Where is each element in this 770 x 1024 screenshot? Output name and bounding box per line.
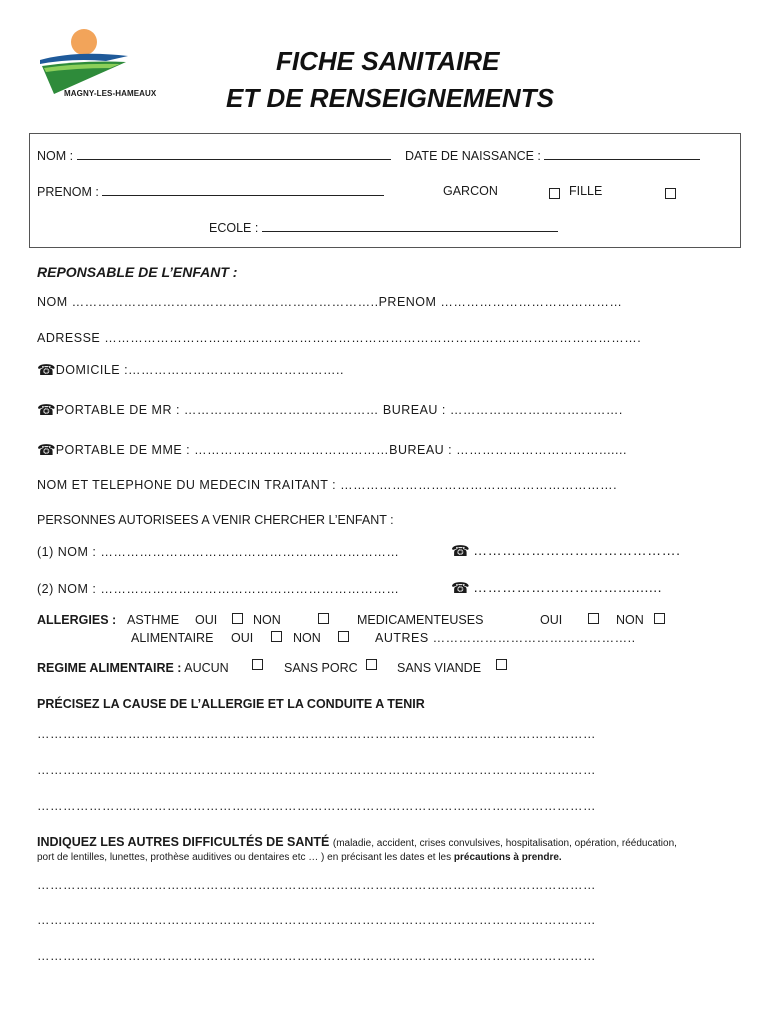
difficultes-title: INDIQUEZ LES AUTRES DIFFICULTÉS DE SANTÉ: [37, 835, 330, 849]
phone-icon: ☎: [37, 442, 56, 459]
nom-row: [37, 148, 391, 163]
fille-checkbox[interactable]: [665, 188, 676, 199]
difficultes-line2: port de lentilles, lunettes, prothèse auditives ou dentaires etc … ) en précisant les dates et les: [37, 852, 452, 863]
dob-label: DATE DE NAISSANCE :: [405, 149, 541, 163]
garcon-label: GARCON: [443, 184, 498, 198]
medicamenteuses-oui-label: OUI: [540, 613, 563, 627]
domicile-row: [37, 361, 344, 379]
ecole-row: [209, 220, 558, 235]
sans-viande-label: SANS VIANDE: [397, 661, 482, 675]
person1-phone-row: [451, 542, 681, 560]
logo-text: MAGNY-LES-HAMEAUX: [64, 89, 157, 98]
nom-label: NOM :: [37, 149, 74, 163]
portable-mr-line[interactable]: PORTABLE DE MR : ……………………………………… BUREAU : ………………………………….: [55, 403, 623, 417]
person2-nom-line[interactable]: (2) NOM : ……………………………………………………………: [37, 582, 400, 596]
alimentaire-oui-checkbox[interactable]: [271, 631, 282, 642]
phone-icon: ☎: [451, 543, 470, 560]
precautions-label: précautions à prendre.: [453, 852, 562, 863]
personnes-autorisees-label: PERSONNES AUTORISEES A VENIR CHERCHER L’ENFANT :: [37, 513, 394, 527]
alimentaire-label: ALIMENTAIRE: [131, 631, 214, 645]
allergies-label: ALLERGIES :: [37, 613, 117, 627]
aucun-checkbox[interactable]: [252, 659, 263, 670]
domicile-line[interactable]: DOMICILE :…………………………………………..: [55, 363, 345, 377]
precisez-line-3[interactable]: …………………………………………………………………………………………………………………: [37, 799, 596, 813]
precisez-line-1[interactable]: …………………………………………………………………………………………………………………: [37, 727, 596, 741]
medicamenteuses-label: MEDICAMENTEUSES: [357, 613, 484, 627]
dob-field[interactable]: [544, 148, 700, 160]
asthme-non-checkbox[interactable]: [318, 613, 329, 624]
ecole-label: ECOLE :: [209, 221, 259, 235]
responsable-title: REPONSABLE DE L’ENFANT :: [37, 264, 238, 280]
ecole-field[interactable]: [262, 220, 558, 232]
regime-row: [37, 661, 229, 675]
aucun-label: AUCUN: [184, 661, 229, 675]
person1-nom-line[interactable]: (1) NOM : ……………………………………………………………: [37, 545, 400, 559]
difficultes-line-3[interactable]: …………………………………………………………………………………………………………………: [37, 949, 596, 963]
medicamenteuses-non-label: NON: [616, 613, 644, 627]
difficultes-line-1[interactable]: …………………………………………………………………………………………………………………: [37, 878, 596, 892]
portable-mme-row: [37, 441, 627, 459]
portable-mme-line[interactable]: PORTABLE DE MME : ………………………………………BUREAU : …………………………….......: [55, 443, 627, 457]
alimentaire-non-label: NON: [293, 631, 321, 645]
prenom-field[interactable]: [102, 184, 384, 196]
sans-porc-label: SANS PORC: [284, 661, 358, 675]
medecin-line[interactable]: NOM ET TELEPHONE DU MEDECIN TRAITANT : ……………………………………………………….: [37, 478, 618, 492]
person1-phone-line[interactable]: …………………………………….: [473, 542, 681, 558]
asthme-oui-label: OUI: [195, 613, 218, 627]
prenom-row: [37, 184, 384, 199]
regime-label: REGIME ALIMENTAIRE :: [37, 661, 182, 675]
document-title-line2: ET DE RENSEIGNEMENTS: [226, 83, 554, 113]
difficultes-line-2[interactable]: …………………………………………………………………………………………………………………: [37, 913, 596, 927]
phone-icon: ☎: [37, 362, 56, 379]
phone-icon: ☎: [37, 402, 56, 419]
medicamenteuses-oui-checkbox[interactable]: [588, 613, 599, 624]
difficultes-details: (maladie, accident, crises convulsives, hospitalisation, opération, rééducation,: [332, 838, 677, 849]
precisez-title: PRÉCISEZ LA CAUSE DE L’ALLERGIE ET LA CONDUITE A TENIR: [37, 697, 425, 711]
sans-porc-checkbox[interactable]: [366, 659, 377, 670]
autres-line[interactable]: AUTRES ………………………………………..: [375, 631, 636, 645]
adresse-line[interactable]: ADRESSE …………………………………………………………………………………………………………….: [37, 331, 642, 345]
alimentaire-non-checkbox[interactable]: [338, 631, 349, 642]
alimentaire-oui-label: OUI: [231, 631, 254, 645]
logo-sun-icon: [71, 29, 97, 55]
document-title-line1: FICHE SANITAIRE: [276, 46, 500, 76]
medicamenteuses-non-checkbox[interactable]: [654, 613, 665, 624]
person2-phone-row: [451, 579, 662, 597]
responsable-nom-line[interactable]: NOM ……………………………………………………………..PRENOM ……………………………………: [37, 295, 623, 309]
dob-row: [405, 148, 700, 163]
difficultes-line2-row: [37, 852, 562, 863]
portable-mr-row: [37, 401, 623, 419]
precisez-line-2[interactable]: …………………………………………………………………………………………………………………: [37, 763, 596, 777]
fille-label: FILLE: [569, 184, 603, 198]
prenom-label: PRENOM :: [37, 185, 99, 199]
asthme-non-label: NON: [253, 613, 281, 627]
nom-field[interactable]: [77, 148, 391, 160]
difficultes-row: [37, 835, 677, 849]
garcon-checkbox[interactable]: [549, 188, 560, 199]
asthme-oui-checkbox[interactable]: [232, 613, 243, 624]
person2-phone-line[interactable]: …………………………..........: [473, 579, 663, 595]
sans-viande-checkbox[interactable]: [496, 659, 507, 670]
phone-icon: ☎: [451, 580, 470, 597]
asthme-label: ASTHME: [127, 613, 180, 627]
